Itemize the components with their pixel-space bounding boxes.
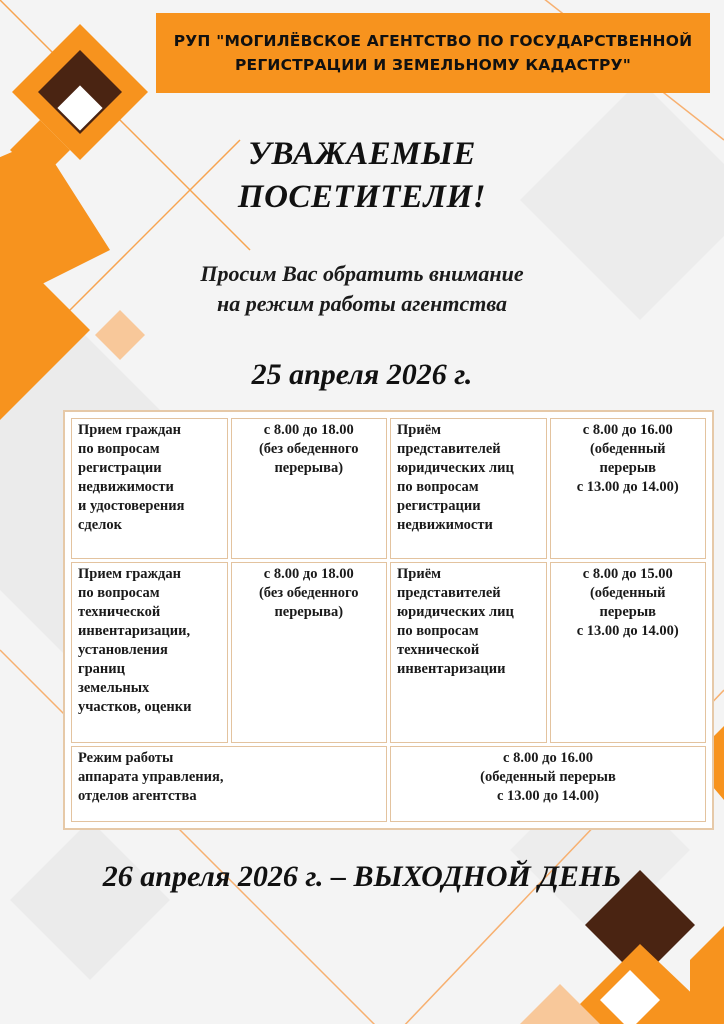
working-date: 25 апреля 2026 г. (251, 358, 473, 391)
admin-label-cell: Режим работы аппарата управления, отделов агентства (71, 746, 387, 822)
service-cell: Прием граждан по вопросам регистрации недвижимости и удостоверения сделок (71, 418, 228, 559)
hours-cell: с 8.00 до 18.00 (без обеденного перерыва) (231, 562, 388, 743)
schedule-table (63, 410, 714, 830)
service-cell: Приём представителей юридических лиц по вопросам регистрации недвижимости (390, 418, 547, 559)
service-cell: Прием граждан по вопросам технической инвентаризации, установления границ земельных участков, оценки (71, 562, 228, 743)
agency-header-banner (156, 13, 710, 93)
admin-hours-cell: с 8.00 до 16.00 (обеденный перерыв с 13.00 до 14.00) (390, 746, 706, 822)
table-row (71, 418, 706, 559)
table-row (71, 746, 706, 822)
intro-text: Просим Вас обратить внимание на режим работы агентства (200, 261, 524, 316)
hours-cell: с 8.00 до 15.00 (обеденный перерыв с 13.00 до 14.00) (550, 562, 707, 743)
greeting-heading: УВАЖАЕМЫЕ ПОСЕТИТЕЛИ! (237, 136, 487, 215)
hours-cell: с 8.00 до 16.00 (обеденный перерыв с 13.00 до 14.00) (550, 418, 707, 559)
day-off-notice: 26 апреля 2026 г. – ВЫХОДНОЙ ДЕНЬ (102, 860, 622, 893)
hours-cell: с 8.00 до 18.00 (без обеденного перерыва) (231, 418, 388, 559)
agency-name: РУП "МОГИЛЁВСКОЕ АГЕНТСТВО ПО ГОСУДАРСТВЕННОЙ РЕГИСТРАЦИИ И ЗЕМЕЛЬНОМУ КАДАСТРУ" (173, 32, 693, 74)
service-cell: Приём представителей юридических лиц по вопросам технической инвентаризации (390, 562, 547, 743)
table-row (71, 562, 706, 743)
